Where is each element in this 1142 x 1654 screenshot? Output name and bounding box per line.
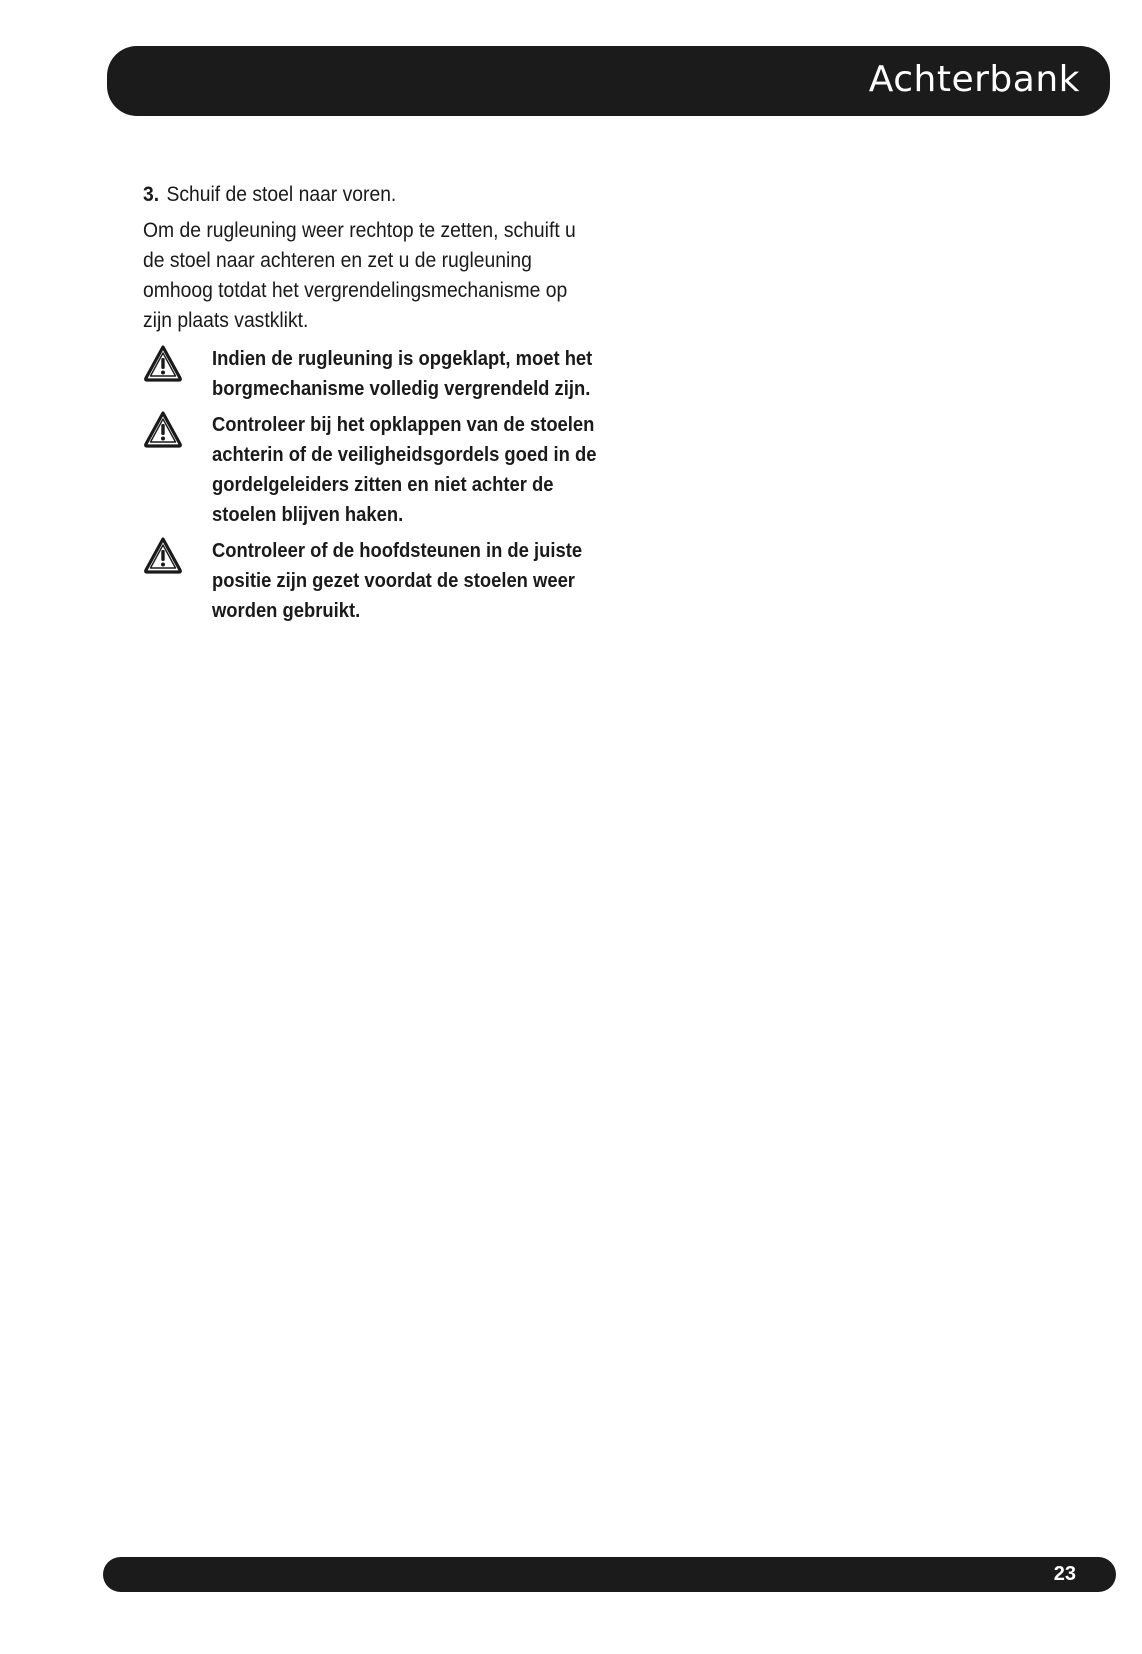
warning-block (143, 536, 598, 626)
header-bar (107, 46, 1110, 116)
warning-triangle-icon (143, 344, 183, 382)
warning-block (143, 410, 598, 530)
warning-text: Controleer bij het opklappen van de stoelen achterin of de veiligheidsgordels goed in de gordelgeleiders zitten en niet achter de stoelen blijven haken. (212, 414, 597, 526)
footer-bar (103, 1557, 1116, 1592)
step-number: 3. (143, 183, 160, 206)
warning-triangle-icon (143, 536, 183, 574)
warning-triangle-icon (143, 410, 183, 448)
warning-text: Indien de rugleuning is opgeklapt, moet het borgmechanisme volledig vergrendeld zijn. (212, 348, 593, 400)
page-content (143, 180, 598, 626)
step-text: Schuif de stoel naar voren. (166, 183, 397, 206)
warning-block (143, 344, 598, 404)
page-number: 23 (1053, 1563, 1076, 1585)
body-paragraph: Om de rugleuning weer rechtop te zetten, schuift u de stoel naar achteren en zet u de rugleuning omhoog totdat het vergrendelingsmechanisme op zijn plaats vastklikt. (143, 219, 576, 332)
section-title: Achterbank (868, 59, 1080, 100)
step-item (143, 180, 562, 210)
warning-text: Controleer of de hoofdsteunen in de juiste positie zijn gezet voordat de stoelen weer worden gebruikt. (212, 540, 583, 622)
